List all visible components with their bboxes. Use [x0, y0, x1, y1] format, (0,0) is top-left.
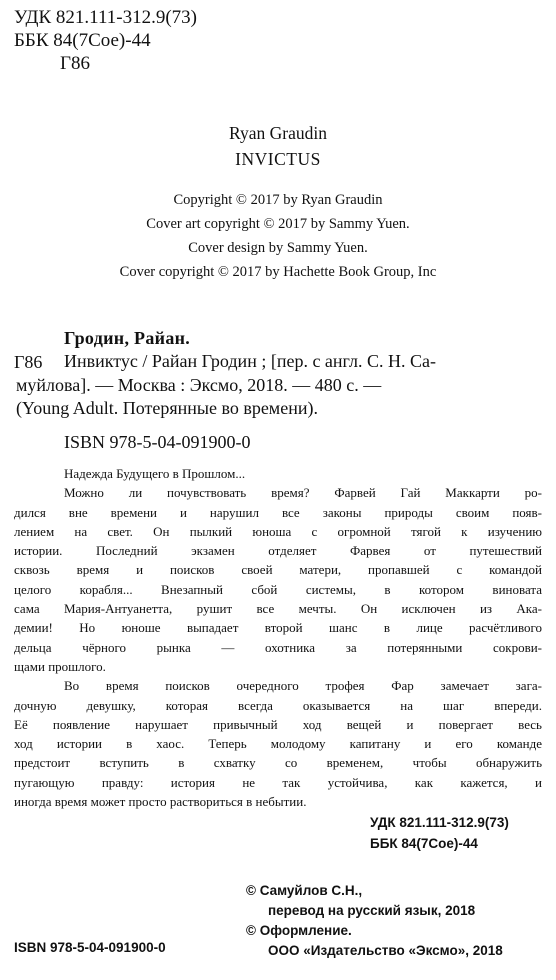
credit-line: Cover copyright © 2017 by Hachette Book Group, Inc [119, 264, 437, 280]
annotation-line: ход истории в хаос. Теперь молодому капитану и его команде [14, 736, 542, 752]
footer-codes [370, 812, 509, 854]
annotation-line: дельца чёрного рынка — охотника за потерянными сокрови- [14, 639, 542, 655]
annotation-line: дочную девушку, которая всегда оказывается на шаг впереди. [14, 697, 542, 713]
classification-codes [14, 6, 197, 75]
bib-line: (Young Adult. Потерянные во времени). [16, 398, 318, 418]
original-author: Ryan Graudin [229, 123, 327, 143]
annotation-line: дился вне времени и нарушил все законы природы своим появ- [14, 504, 542, 520]
copyright-translation: © Самуйлов С.Н., [246, 883, 363, 898]
bibliographic-author: Гродин, Райан. [64, 328, 191, 348]
annotation-tagline: Надежда Будущего в Прошлом... [64, 466, 246, 481]
bib-line: Инвиктус / Райан Гродин ; [пер. с англ. С. Н. Са- [64, 351, 436, 371]
annotation-line: щами прошлого. [14, 658, 106, 674]
bibliographic-mark: Г86 [14, 352, 43, 372]
footer-udk: УДК 821.111-312.9(73) [370, 815, 509, 830]
annotation-line: истории. Последний экзамен отделяет Фарвея от путешествий [14, 543, 542, 559]
isbn-main: ISBN 978-5-04-091900-0 [64, 432, 251, 452]
annotation-line: сквозь время и поисков своей матери, пропавшей с командой [14, 562, 542, 578]
bib-line: муйлова]. — Москва : Эксмо, 2018. — 480 с. — [16, 374, 382, 395]
annotation-line: пугающую правду: история не так устойчива, как кажется, и [14, 774, 542, 790]
copyright-design-detail: ООО «Издательство «Эксмо», 2018 [268, 943, 503, 958]
annotation-line: иногда время может просто раствориться в небытии. [14, 794, 307, 810]
annotation-line: Её появление нарушает привычный ход вещей и повергает весь [14, 716, 542, 732]
original-title: INVICTUS [235, 149, 321, 169]
annotation-line: Можно ли почувствовать время? Фарвей Гай Маккарти ро- [64, 485, 542, 501]
bbk-code: ББК 84(7Сое)-44 [14, 30, 151, 51]
credit-line: Cover design by Sammy Yuen. [188, 240, 368, 256]
annotation [14, 464, 542, 811]
copyright-credits [0, 188, 556, 284]
udk-code: УДК 821.111-312.9(73) [14, 7, 197, 28]
isbn-footer: ISBN 978-5-04-091900-0 [14, 940, 166, 955]
copyright-translation-detail: перевод на русский язык, 2018 [268, 903, 476, 918]
annotation-line: предстоит вступить в схватку со временем, чтобы обнаружить [14, 755, 542, 771]
author-mark: Г86 [60, 53, 90, 74]
annotation-line: целого корабля... Внезапный сбой системы, в котором виновата [14, 581, 542, 597]
annotation-line: сама Мария-Антуанетта, рушит все мечты. Он исключен из Ака- [14, 601, 542, 617]
russian-copyright [246, 881, 503, 961]
annotation-line: Во время поисков очередного трофея Фар замечает зага- [64, 678, 542, 694]
footer-bbk: ББК 84(7Сое)-44 [370, 836, 478, 851]
copyright-design: © Оформление. [246, 923, 352, 938]
credit-line: Cover art copyright © 2017 by Sammy Yuen. [146, 216, 410, 232]
credit-line: Copyright © 2017 by Ryan Graudin [173, 192, 383, 208]
annotation-line: демии! Но юноше выпадает второй шанс в лице расчётливого [14, 620, 542, 636]
annotation-line: лением на свет. Он пылкий юноша с огромной тягой к изучению [14, 523, 542, 539]
